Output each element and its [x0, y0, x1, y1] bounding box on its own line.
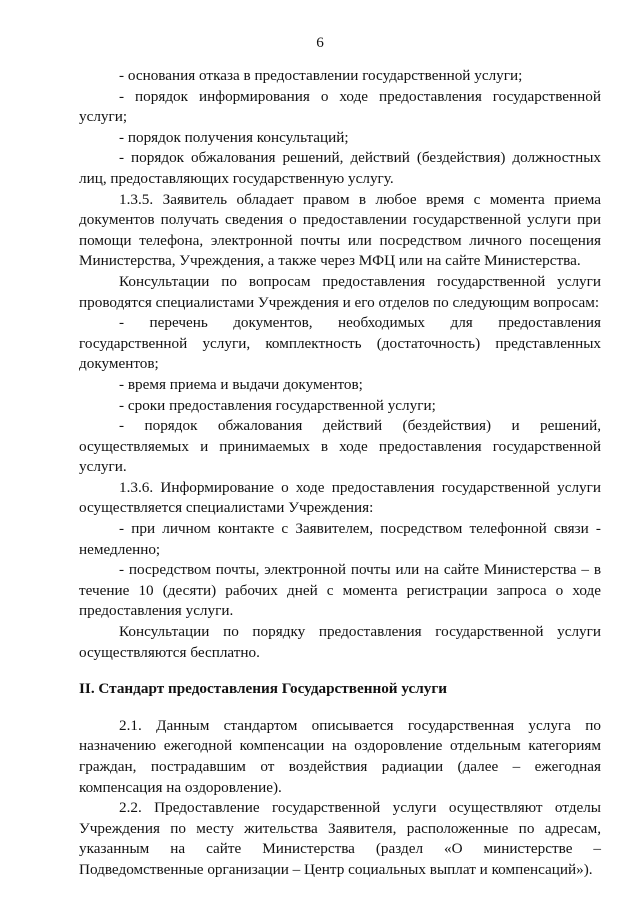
list-item: - время приема и выдачи документов;: [119, 375, 363, 393]
list-item: - посредством почты, электронной почты или на сайте Министерства – в течение 10 (десяти) рабочих дней с момента регистрации запроса о ходе предоставления услуги.: [79, 561, 601, 620]
paragraph: 2.1. Данным стандартом описывается государственная услуга по назначению ежегодной компенсации на оздоровление отдельным категориям граждан, пострадавшим от воздействия радиации (далее – ежегодная компенсация на оздоровление).: [79, 716, 601, 796]
paragraph: 1.3.5. Заявитель обладает правом в любое время с момента приема документов получать сведения о предоставлении государственной услуги при помощи телефона, электронной почты или посредством личного посещения Министерства, Учреждения, а также через МФЦ или на сайте Министерства.: [79, 190, 601, 270]
list-item: - порядок обжалования действий (бездействия) и решений, осуществляемых и принимаемых в ходе предоставления государственной услуги.: [79, 417, 601, 476]
list-item: - порядок информирования о ходе предоставления государственной услуги;: [79, 87, 601, 126]
list-item: - при личном контакте с Заявителем, посредством телефонной связи - немедленно;: [79, 520, 601, 558]
page-number: 6: [316, 34, 324, 51]
paragraph: 2.2. Предоставление государственной услуги осуществляют отделы Учреждения по месту жительства Заявителя, расположенные по адресам, указанным на сайте Министерства (раздел «О министерстве – Подведомственные организации – Центр социальных выплат и компенсаций»).: [79, 799, 601, 878]
section-heading: II. Стандарт предоставления Государственной услуги: [79, 680, 447, 698]
list-item: - сроки предоставления государственной услуги;: [119, 396, 436, 414]
document-body: [79, 66, 601, 881]
list-item: - порядок обжалования решений, действий (бездействия) должностных лиц, предоставляющих государственную услугу.: [79, 149, 601, 187]
list-item: - порядок получения консультаций;: [119, 128, 349, 146]
paragraph: Консультации по вопросам предоставления государственной услуги проводятся специалистами Учреждения и его отделов по следующим вопросам:: [79, 272, 601, 311]
list-item: - основания отказа в предоставлении государственной услуги;: [119, 67, 523, 84]
list-item: - перечень документов, необходимых для предоставления государственной услуги, комплектность (достаточность) представленных документов;: [79, 314, 601, 373]
paragraph: 1.3.6. Информирование о ходе предоставления государственной услуги осуществляется специалистами Учреждения:: [79, 478, 601, 517]
paragraph: Консультации по порядку предоставления государственной услуги осуществляются бесплатно.: [79, 623, 601, 661]
